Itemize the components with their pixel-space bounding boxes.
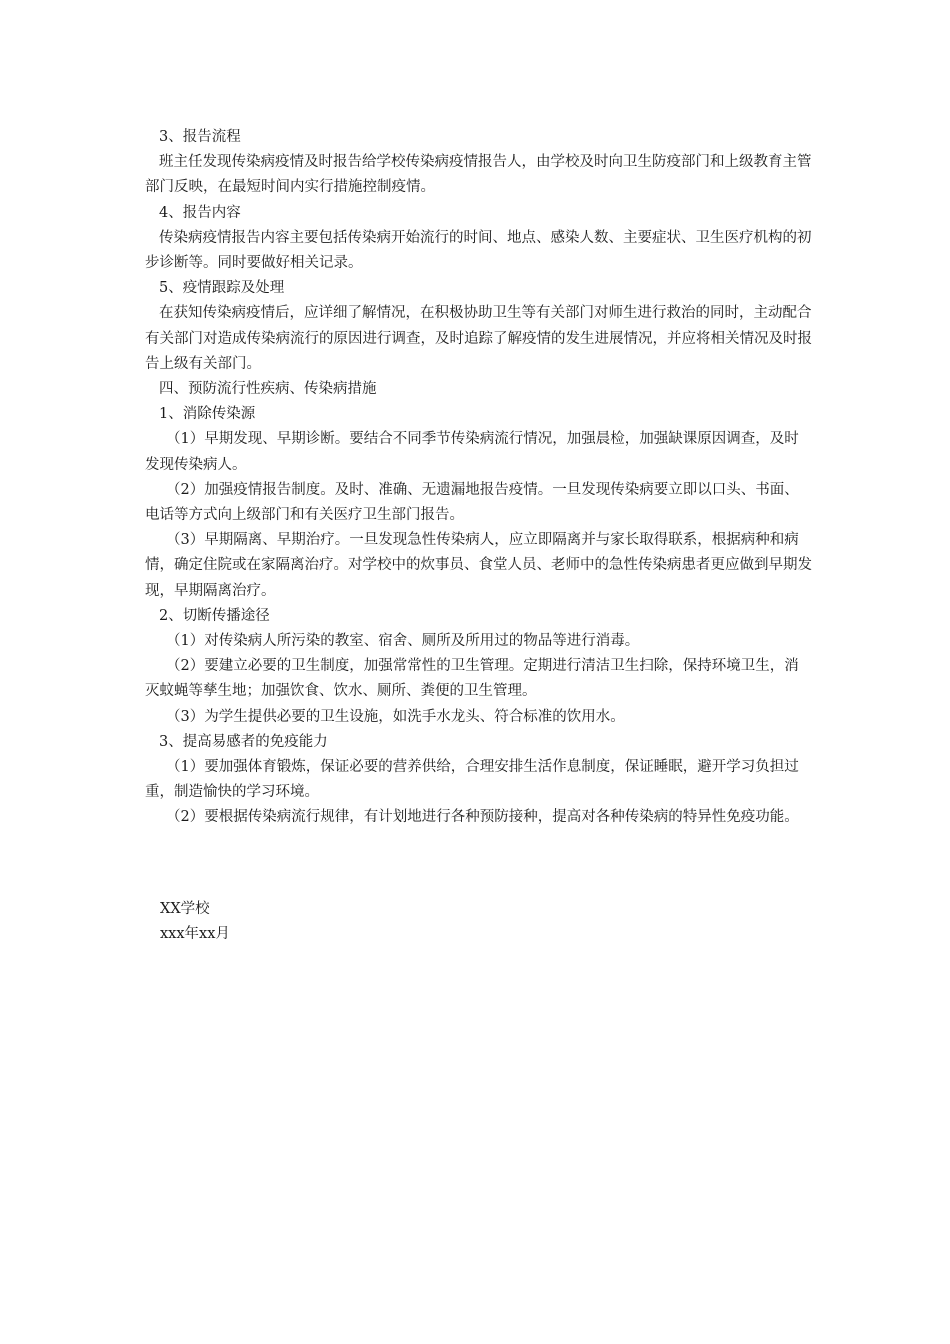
list-item: （2）加强疫情报告制度。及时、准确、无遗漏地报告疫情。一旦发现传染病要立即以口头、书面、电话等方式向上级部门和有关医疗卫生部门报告。 <box>145 481 799 524</box>
list-item: （1）对传染病人所污染的教室、宿舍、厕所及所用过的物品等进行消毒。 <box>166 633 640 650</box>
list-item: （3）为学生提供必要的卫生设施，如洗手水龙头、符合标准的饮用水。 <box>166 708 625 725</box>
section-heading: 3、报告流程 <box>159 129 241 145</box>
section-heading: 5、疫情跟踪及处理 <box>159 280 285 297</box>
list-item: （3）早期隔离、早期治疗。一旦发现急性传染病人，应立即隔离并与家长取得联系，根据病种和病情，确定住院或在家隔离治疗。对学校中的炊事员、食堂人员、老师中的急性传染病患者更应做到早期发现，早期隔离治疗。 <box>145 532 812 599</box>
document-body <box>145 125 813 831</box>
section-heading: 2、切断传播途径 <box>159 607 270 624</box>
chapter-heading: 四、预防流行性疾病、传染病措施 <box>159 381 377 398</box>
list-item: （2）要根据传染病流行规律，有计划地进行各种预防接种，提高对各种传染病的特异性免疫功能。 <box>166 809 799 826</box>
paragraph: 传染病疫情报告内容主要包括传染病开始流行的时间、地点、感染人数、主要症状、卫生医疗机构的初步诊断等。同时要做好相关记录。 <box>145 229 812 272</box>
list-item: （2）要建立必要的卫生制度，加强常常性的卫生管理。定期进行清洁卫生扫除，保持环境卫生，消灭蚊蝇等孳生地；加强饮食、饮水、厕所、粪便的卫生管理。 <box>145 658 799 700</box>
paragraph: 在获知传染病疫情后，应详细了解情况，在积极协助卫生等有关部门对师生进行救治的同时，主动配合有关部门对造成传染病流行的原因进行调查，及时追踪了解疫情的发生进展情况，并应将相关情况及时报告上级有关部门。 <box>145 305 812 372</box>
signature-date: xxx年xx月 <box>160 926 230 943</box>
section-heading: 1、消除传染源 <box>159 406 256 423</box>
list-item: （1）要加强体育锻炼，保证必要的营养供给，合理安排生活作息制度，保证睡眠，避开学习负担过重，制造愉快的学习环境。 <box>145 759 799 801</box>
signature-school: XX学校 <box>160 901 210 917</box>
list-item: （1）早期发现、早期诊断。要结合不同季节传染病流行情况，加强晨检，加强缺课原因调查，及时发现传染病人。 <box>145 431 799 473</box>
signature-block <box>160 897 230 947</box>
section-heading: 4、报告内容 <box>159 204 241 221</box>
section-heading: 3、提高易感者的免疫能力 <box>159 733 328 750</box>
paragraph: 班主任发现传染病疫情及时报告给学校传染病疫情报告人，由学校及时向卫生防疫部门和上级教育主管部门反映，在最短时间内实行措施控制疫情。 <box>145 154 812 196</box>
